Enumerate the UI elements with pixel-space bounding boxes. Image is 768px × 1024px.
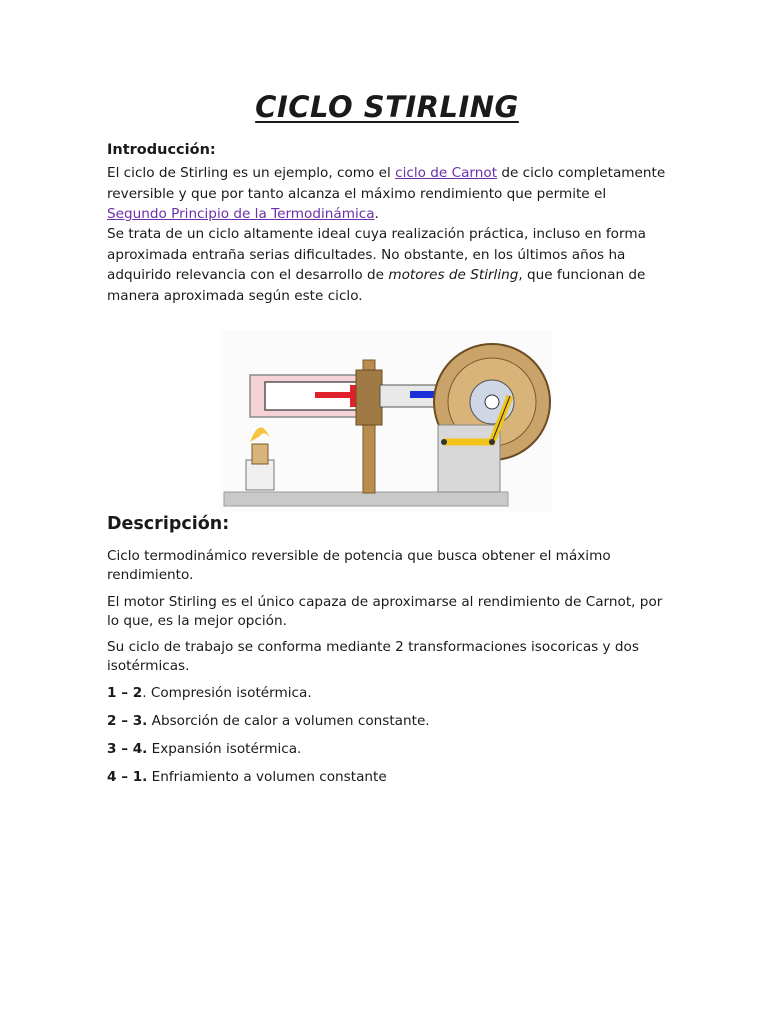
stirling-engines-term: motores de Stirling bbox=[388, 267, 519, 283]
intro-p1-text-middle: de ciclo completamente reversible y que por tanto alcanza el máximo rendimiento que permite el bbox=[107, 165, 666, 202]
stirling-engine-diagram-icon bbox=[220, 330, 552, 512]
description-paragraph-2: El motor Stirling es el único capaza de aproximarse al rendimiento de Carnot, por lo que, es la mejor opción. bbox=[107, 594, 663, 629]
cycle-step-1 bbox=[107, 684, 312, 702]
second-law-link[interactable]: Segundo Principio de la Termodinámica bbox=[107, 206, 375, 222]
intro-p2-text-start: Se trata de un ciclo altamente ideal cuya realización práctica, incluso en forma aproximada entraña serias dificultades. No obstante, en los últimos años ha adquirido relevancia con el desarrollo de bbox=[107, 226, 646, 283]
cycle-step-2 bbox=[107, 712, 430, 730]
description-paragraph-3: Su ciclo de trabajo se conforma mediante 2 transformaciones isocoricas y dos isotérmicas. bbox=[107, 639, 639, 674]
page-title: CICLO STIRLING bbox=[255, 90, 519, 124]
step-4-number: 4 – 1. bbox=[107, 769, 148, 785]
intro-paragraph-2 bbox=[107, 224, 667, 306]
intro-p2-text-end: , que funcionan de manera aproximada según este ciclo. bbox=[107, 267, 646, 304]
intro-heading: Introducción: bbox=[107, 142, 216, 158]
step-4-text: Enfriamiento a volumen constante bbox=[147, 769, 387, 785]
step-1-text: . Compresión isotérmica. bbox=[142, 685, 312, 701]
intro-p1-text-end: . bbox=[374, 206, 379, 222]
step-3-number: 3 – 4. bbox=[107, 741, 148, 757]
description-heading: Descripción: bbox=[107, 514, 230, 534]
intro-p1-text-start: El ciclo de Stirling es un ejemplo, como el bbox=[107, 165, 396, 181]
step-2-text: Absorción de calor a volumen constante. bbox=[147, 713, 430, 729]
stirling-engine-figure bbox=[220, 330, 552, 512]
step-3-text: Expansión isotérmica. bbox=[147, 741, 302, 757]
intro-paragraph-1 bbox=[107, 163, 667, 225]
cycle-step-3 bbox=[107, 740, 301, 758]
step-2-number: 2 – 3. bbox=[107, 713, 148, 729]
step-1-number: 1 – 2 bbox=[107, 685, 143, 701]
cycle-step-4 bbox=[107, 768, 387, 786]
carnot-cycle-link[interactable]: ciclo de Carnot bbox=[395, 165, 498, 181]
description-paragraph-1: Ciclo termodinámico reversible de potencia que busca obtener el máximo rendimiento. bbox=[107, 548, 611, 583]
